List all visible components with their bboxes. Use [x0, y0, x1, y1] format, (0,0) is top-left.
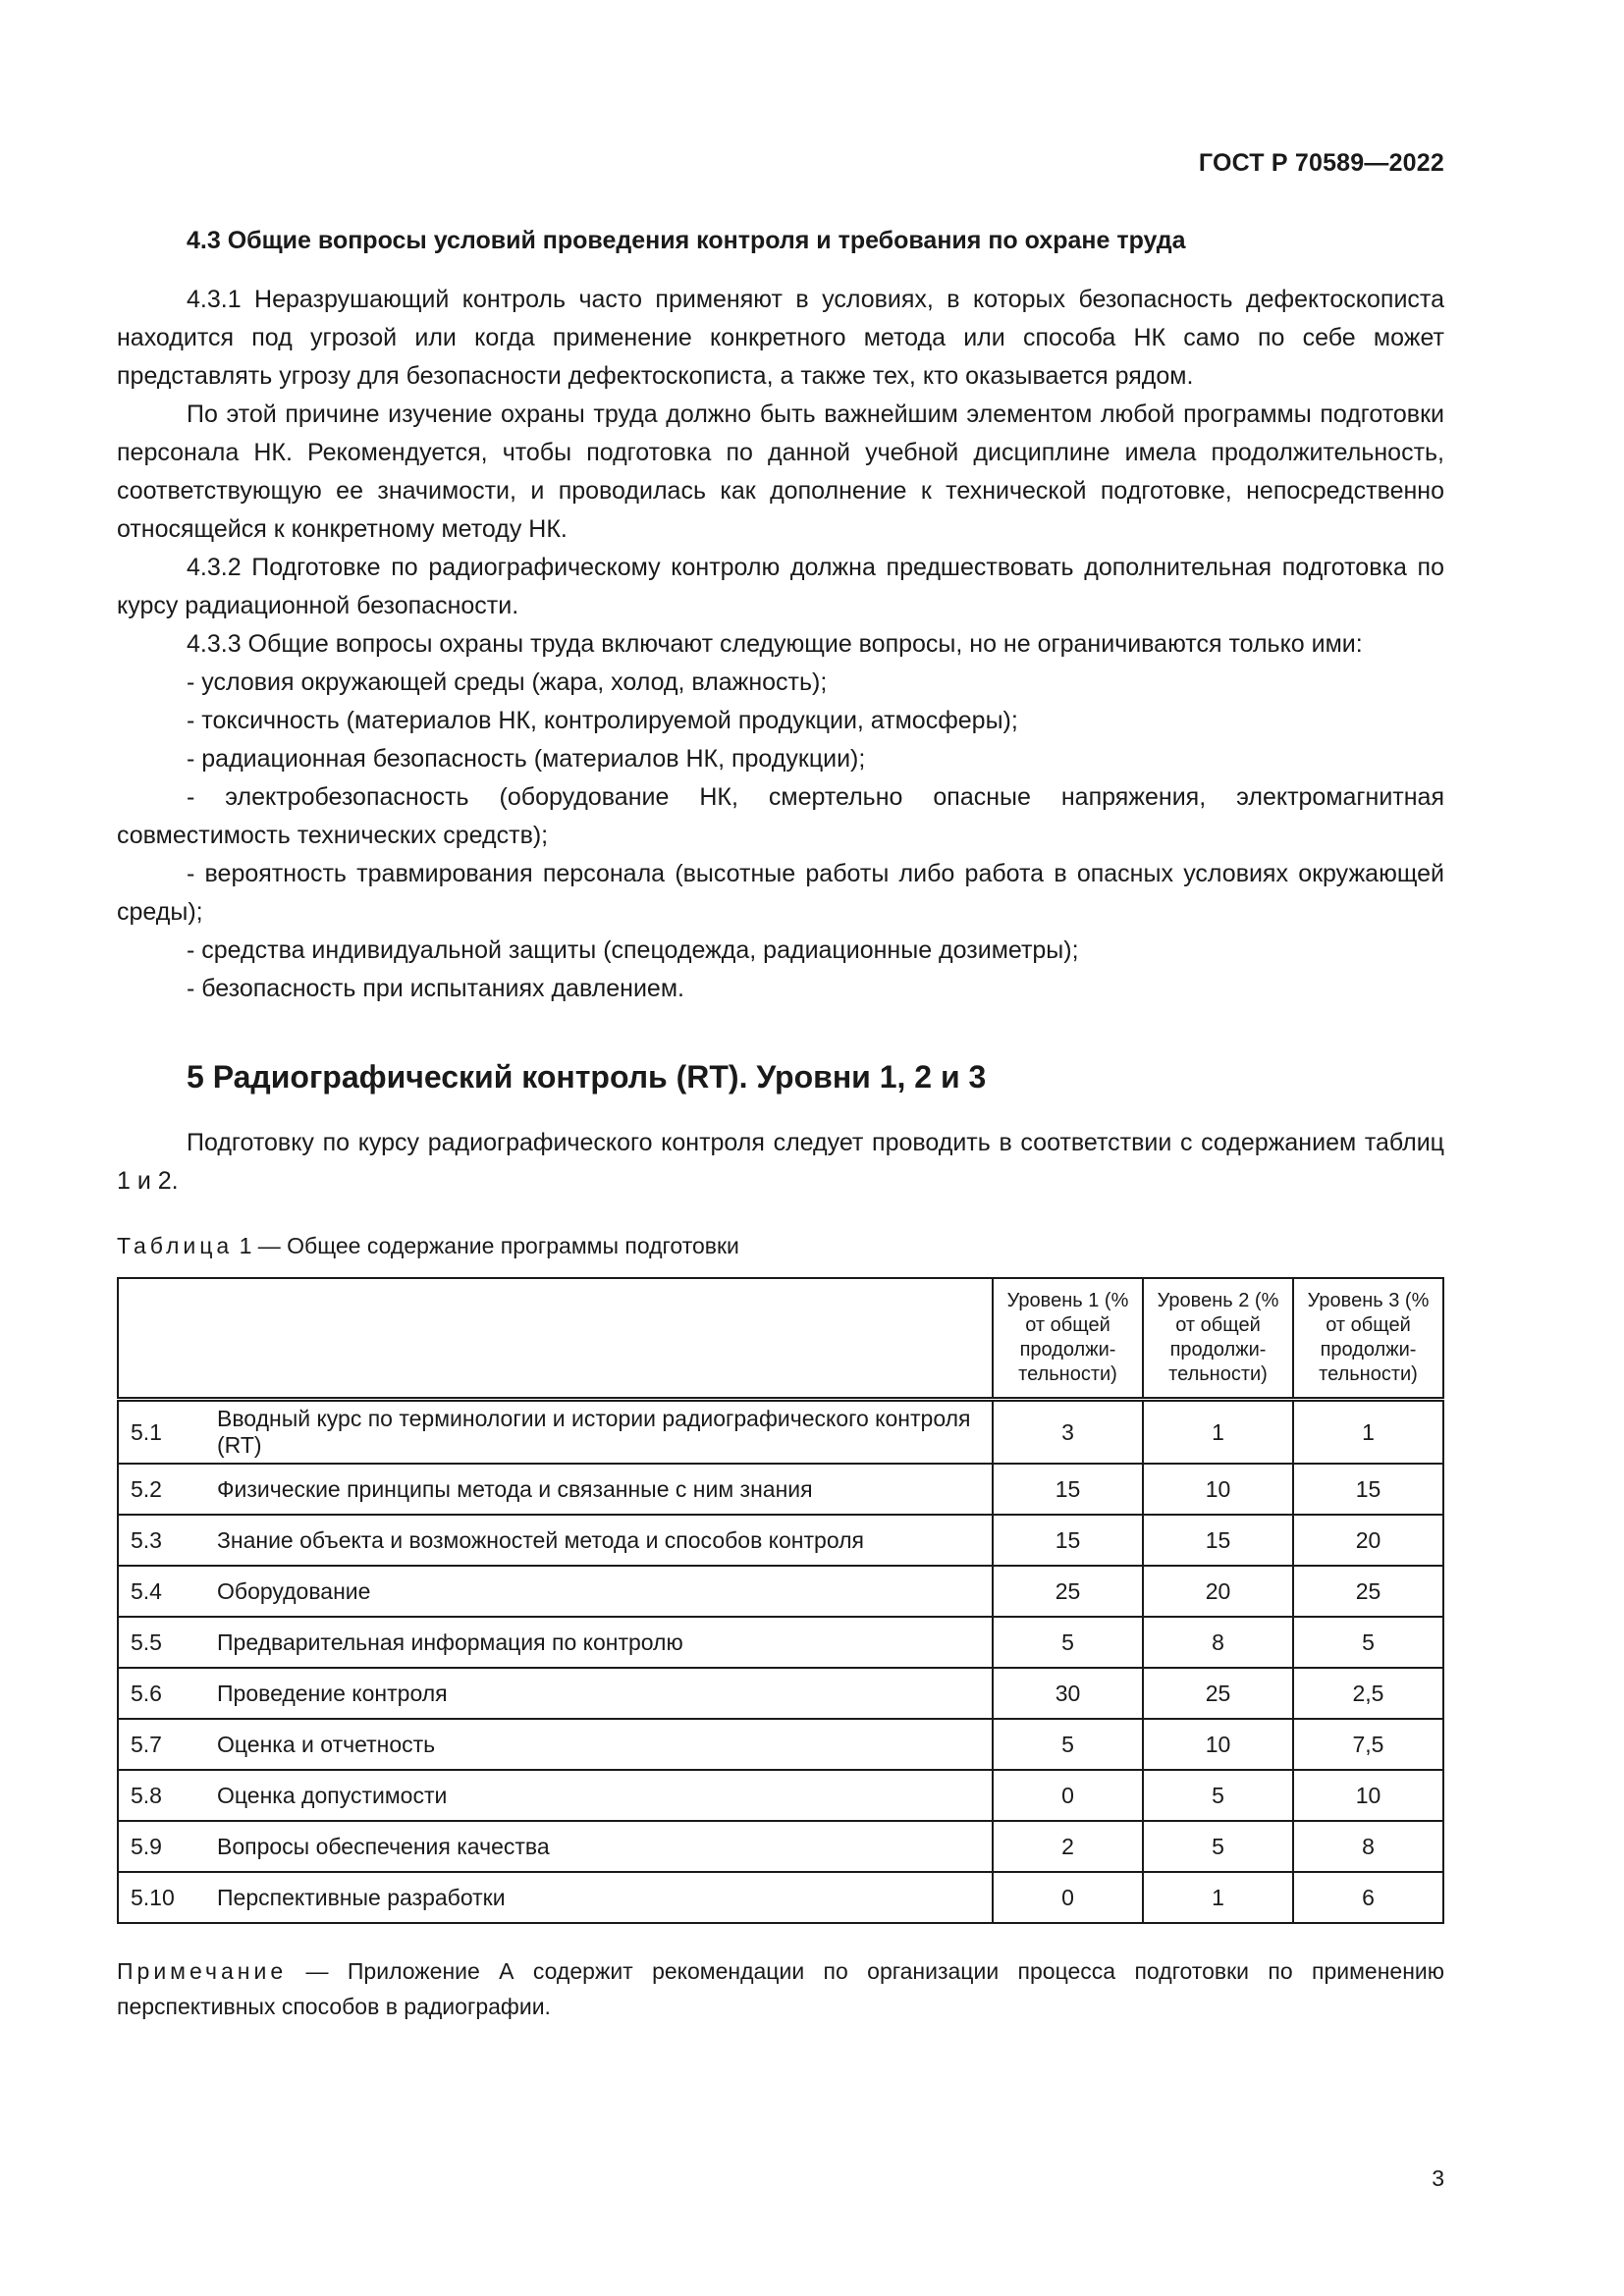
page-number: 3 — [1432, 2165, 1444, 2191]
table-row — [118, 1668, 1443, 1719]
note-text: — Приложение А содержит рекомендации по организации процесса подготовки по применению перспективных способов в радиографии. — [117, 1958, 1444, 2019]
row-number: 5.5 — [118, 1617, 205, 1668]
list-item: - вероятность травмирования персонала (высотные работы либо работа в опасных условиях окружающей среды); — [117, 860, 1444, 926]
table-row — [118, 1821, 1443, 1872]
table-row — [118, 1515, 1443, 1566]
level-2-value: 20 — [1143, 1566, 1293, 1617]
section-4-3-heading: 4.3 Общие вопросы условий проведения контроля и требования по охране труда — [187, 227, 1186, 254]
level-1-value: 0 — [993, 1872, 1143, 1923]
list-item: - средства индивидуальной защиты (спецодежда, радиационные дозиметры); — [187, 936, 1079, 964]
row-topic: Перспективные разработки — [205, 1872, 993, 1923]
table-header-row — [118, 1278, 1443, 1400]
level-3-value: 15 — [1293, 1464, 1443, 1515]
level-3-value: 7,5 — [1293, 1719, 1443, 1770]
row-topic: Оценка и отчетность — [205, 1719, 993, 1770]
list-item: - токсичность (материалов НК, контролируемой продукции, атмосферы); — [187, 707, 1018, 734]
level-3-value: 6 — [1293, 1872, 1443, 1923]
level-2-value: 15 — [1143, 1515, 1293, 1566]
row-number: 5.9 — [118, 1821, 205, 1872]
level-2-value: 1 — [1143, 1872, 1293, 1923]
row-number: 5.8 — [118, 1770, 205, 1821]
table-row — [118, 1719, 1443, 1770]
level-3-value: 5 — [1293, 1617, 1443, 1668]
header-level-3: Уровень 3 (% от общей продолжи-тельности) — [1293, 1278, 1443, 1400]
row-number: 5.6 — [118, 1668, 205, 1719]
row-topic: Предварительная информация по контролю — [205, 1617, 993, 1668]
level-1-value: 15 — [993, 1515, 1143, 1566]
table-row — [118, 1400, 1443, 1465]
standard-code: ГОСТ Р 70589—2022 — [1198, 149, 1444, 177]
table-row — [118, 1566, 1443, 1617]
level-1-value: 30 — [993, 1668, 1143, 1719]
list-item: - безопасность при испытаниях давлением. — [187, 975, 684, 1002]
header-level-1: Уровень 1 (% от общей продолжи-тельности) — [993, 1278, 1143, 1400]
table-header-blank — [118, 1278, 993, 1400]
list-item: - электробезопасность (оборудование НК, смертельно опасные напряжения, электромагнитная совместимость технических средств); — [117, 783, 1444, 849]
row-number: 5.1 — [118, 1400, 205, 1465]
table-row — [118, 1770, 1443, 1821]
training-content-table — [117, 1277, 1444, 1924]
paragraph-4-3-2: 4.3.2 Подготовке по радиографическому контролю должна предшествовать дополнительная подготовка по курсу радиационной безопасности. — [117, 554, 1444, 619]
table-row — [118, 1464, 1443, 1515]
level-2-value: 10 — [1143, 1719, 1293, 1770]
level-1-value: 25 — [993, 1566, 1143, 1617]
table-row — [118, 1872, 1443, 1923]
list-item: - условия окружающей среды (жара, холод, влажность); — [187, 668, 828, 696]
row-topic: Вопросы обеспечения качества — [205, 1821, 993, 1872]
table-caption — [117, 1230, 1444, 1261]
row-number: 5.3 — [118, 1515, 205, 1566]
level-3-value: 2,5 — [1293, 1668, 1443, 1719]
row-topic: Вводный курс по терминологии и истории радиографического контроля (RT) — [205, 1400, 993, 1465]
level-1-value: 2 — [993, 1821, 1143, 1872]
row-number: 5.10 — [118, 1872, 205, 1923]
row-topic: Физические принципы метода и связанные с ним знания — [205, 1464, 993, 1515]
paragraph-4-3-3: 4.3.3 Общие вопросы охраны труда включают следующие вопросы, но не ограничиваются только ими: — [187, 630, 1363, 658]
level-1-value: 3 — [993, 1400, 1143, 1465]
paragraph-4-3-1: 4.3.1 Неразрушающий контроль часто применяют в условиях, в которых безопасность дефектоскописта находится под угрозой или когда применение конкретного метода или способа НК само по себе может представлять угрозу для безопасности дефектоскописта, а также тех, кто оказывается рядом. — [117, 286, 1444, 390]
level-2-value: 1 — [1143, 1400, 1293, 1465]
page-content — [117, 222, 1444, 2024]
level-1-value: 5 — [993, 1617, 1143, 1668]
row-number: 5.7 — [118, 1719, 205, 1770]
level-3-value: 8 — [1293, 1821, 1443, 1872]
note-label: Примечание — [117, 1958, 288, 1984]
table-row — [118, 1617, 1443, 1668]
table-caption-word: Таблица — [117, 1233, 234, 1258]
row-number: 5.4 — [118, 1566, 205, 1617]
level-1-value: 5 — [993, 1719, 1143, 1770]
paragraph-safety-importance: По этой причине изучение охраны труда должно быть важнейшим элементом любой программы подготовки персонала НК. Рекомендуется, чтобы подготовка по данной учебной дисциплине имела продолжительность, соответствующую ее значимости, и проводилась как дополнение к технической подготовке, непосредственно относящейся к конкретному методу НК. — [117, 400, 1444, 543]
table-note — [117, 1953, 1444, 2024]
level-3-value: 10 — [1293, 1770, 1443, 1821]
level-3-value: 25 — [1293, 1566, 1443, 1617]
level-1-value: 0 — [993, 1770, 1143, 1821]
level-2-value: 8 — [1143, 1617, 1293, 1668]
level-3-value: 1 — [1293, 1400, 1443, 1465]
list-item: - радиационная безопасность (материалов НК, продукции); — [187, 745, 866, 773]
level-2-value: 5 — [1143, 1770, 1293, 1821]
row-topic: Оборудование — [205, 1566, 993, 1617]
level-2-value: 10 — [1143, 1464, 1293, 1515]
row-topic: Знание объекта и возможностей метода и способов контроля — [205, 1515, 993, 1566]
level-1-value: 15 — [993, 1464, 1143, 1515]
row-topic: Оценка допустимости — [205, 1770, 993, 1821]
section-5-intro: Подготовку по курсу радиографического контроля следует проводить в соответствии с содержанием таблиц 1 и 2. — [117, 1129, 1444, 1195]
header-level-2: Уровень 2 (% от общей продолжи-тельности) — [1143, 1278, 1293, 1400]
row-topic: Проведение контроля — [205, 1668, 993, 1719]
level-2-value: 25 — [1143, 1668, 1293, 1719]
level-3-value: 20 — [1293, 1515, 1443, 1566]
row-number: 5.2 — [118, 1464, 205, 1515]
table-caption-text: 1 — Общее содержание программы подготовки — [233, 1233, 739, 1258]
section-5-heading: 5 Радиографический контроль (RT). Уровни 1, 2 и 3 — [187, 1059, 987, 1095]
level-2-value: 5 — [1143, 1821, 1293, 1872]
